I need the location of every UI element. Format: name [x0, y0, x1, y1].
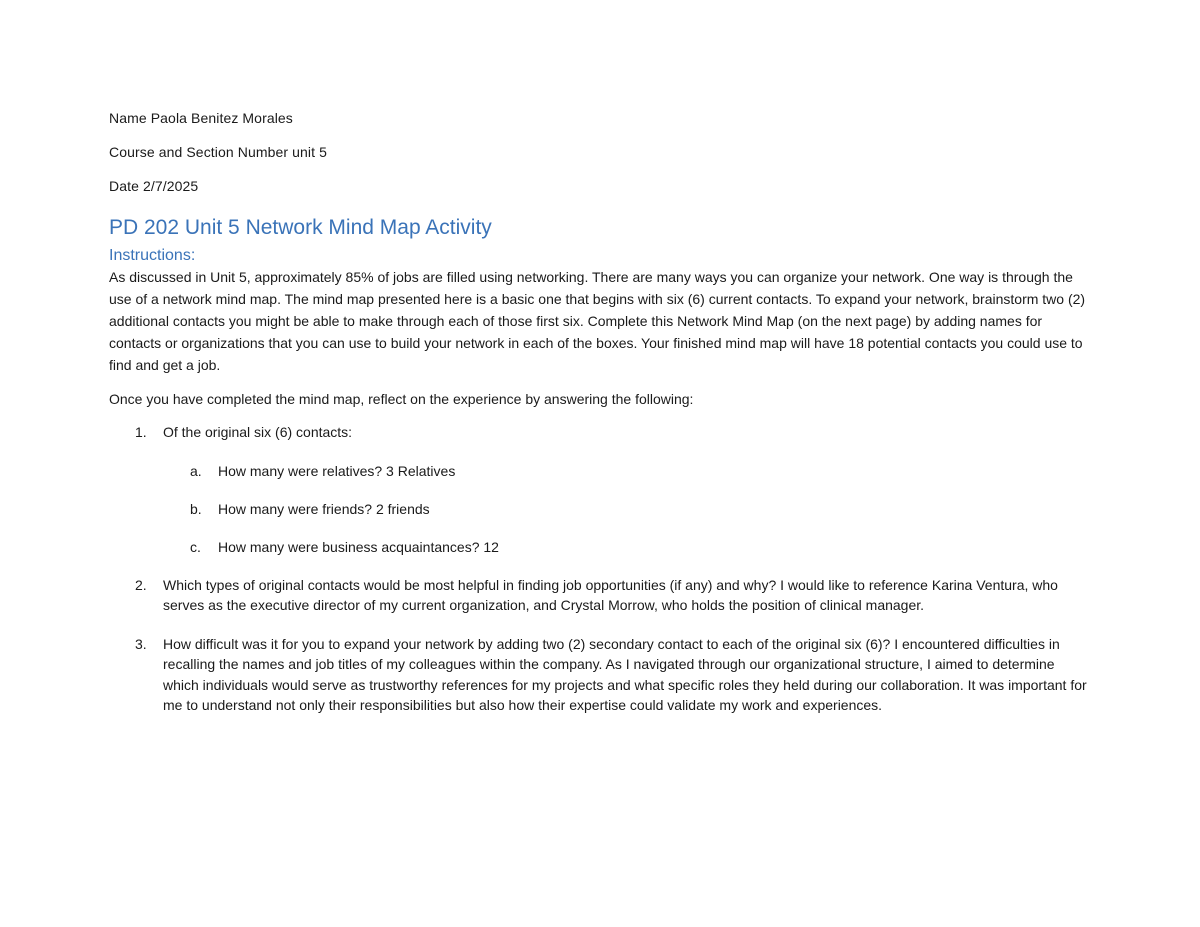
sub-question-letter: a. — [190, 462, 202, 479]
sub-question-item — [163, 461, 1094, 481]
date-line: Date 2/7/2025 — [109, 178, 199, 194]
sub-question-letter: b. — [190, 500, 202, 517]
instructions-body: As discussed in Unit 5, approximately 85% of jobs are filled using networking. There are many ways you can organize your network. One way is through the use of a network mind map. The mind map presented here is a basic one that begins with six (6) current contacts. To expand your network, brainstorm two (2) additional contacts you might be able to make through each of those first six. Complete this Network Mind Map (on the next page) by adding names for contacts or organizations that you can use to build your network in each of the boxes. Your finished mind map will have 18 potential contacts you could use to find and get a job. — [109, 269, 1086, 373]
course-section: Course and Section Number unit 5 — [109, 144, 327, 160]
question-number: 2. — [135, 576, 147, 593]
question-text: How difficult was it for you to expand your network by adding two (2) secondary contact to each of the original six (6)? I encountered difficulties in recalling the names and job titles of my colleagues within the company. As I navigated through our organizational structure, I aimed to determine which individuals would serve as trustworthy references for my projects and what specific roles they held during our collaboration. It was important for me to understand not only their responsibilities but also how their expertise could validate my work and experiences. — [163, 635, 1087, 713]
sub-question-item — [163, 537, 1094, 557]
instructions-heading: Instructions: — [109, 247, 196, 264]
question-number: 1. — [135, 424, 147, 440]
sub-question-text: How many were business acquaintances? 12 — [218, 538, 499, 555]
sub-question-text: How many were friends? 2 friends — [218, 500, 430, 517]
question-item — [109, 634, 1094, 716]
question-list — [109, 422, 1094, 716]
reflect-prompt: Once you have completed the mind map, reflect on the experience by answering the following: — [109, 391, 694, 407]
question-item — [109, 575, 1094, 616]
document-title: PD 202 Unit 5 Network Mind Map Activity — [109, 216, 492, 239]
student-name: Name Paola Benitez Morales — [109, 110, 293, 126]
sub-question-item — [163, 499, 1094, 519]
question-number: 3. — [135, 635, 147, 652]
sub-question-letter: c. — [190, 538, 201, 555]
document-page — [109, 108, 1094, 716]
sub-question-list — [163, 461, 1094, 557]
question-text: Of the original six (6) contacts: — [163, 424, 353, 440]
sub-question-text: How many were relatives? 3 Relatives — [218, 462, 456, 479]
question-text: Which types of original contacts would be most helpful in finding job opportunities (if any) and why? I would like to reference Karina Ventura, who serves as the executive director of my current organization, and Crystal Morrow, who holds the position of clinical manager. — [163, 576, 1058, 613]
question-item — [109, 422, 1094, 557]
